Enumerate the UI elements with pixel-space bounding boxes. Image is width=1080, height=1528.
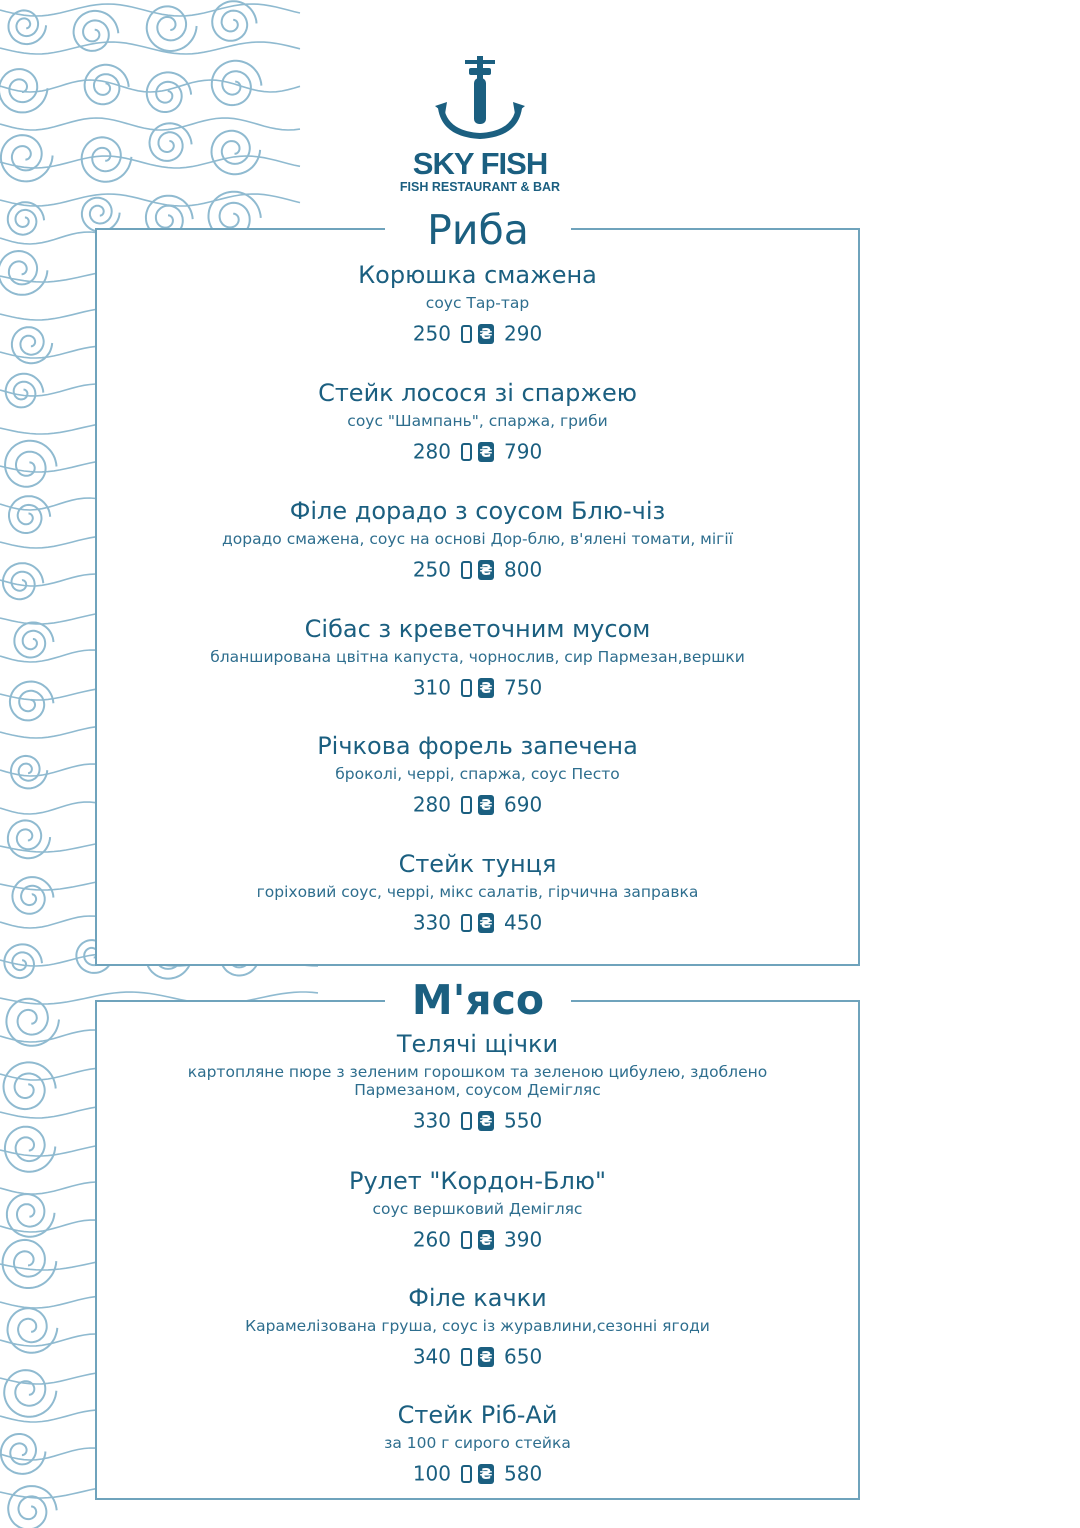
dish-weight: 100 xyxy=(412,1461,451,1486)
portion-icon xyxy=(461,1112,472,1130)
portion-icon xyxy=(461,443,472,461)
dish-name: Стейк лосося зі спаржею xyxy=(318,379,637,407)
portion-icon xyxy=(461,796,472,814)
dish-description: броколі, черрі, спаржа, соус Песто xyxy=(335,765,620,783)
menu-item xyxy=(95,1400,860,1487)
dish-price: 290 xyxy=(504,321,543,346)
dish-price: 580 xyxy=(504,1461,543,1486)
currency-icon: ₴ xyxy=(479,560,493,579)
weight-price-row xyxy=(95,1225,860,1253)
dish-description: соус Тар-тар xyxy=(425,294,530,312)
dish-name: Сібас з креветочним мусом xyxy=(304,615,651,643)
dish-weight: 340 xyxy=(412,1344,451,1369)
dish-weight: 250 xyxy=(412,557,451,582)
portion-icon xyxy=(461,1231,472,1249)
logo xyxy=(380,56,580,196)
anchor-icon xyxy=(435,56,525,140)
menu-item xyxy=(95,1283,860,1370)
weight-price-row xyxy=(95,437,860,465)
dish-weight: 310 xyxy=(412,675,451,700)
dish-weight: 280 xyxy=(412,792,451,817)
portion-icon xyxy=(461,914,472,932)
dish-name: Філе качки xyxy=(408,1284,547,1312)
dish-price: 650 xyxy=(504,1344,543,1369)
dish-description: соус "Шампань", спаржа, гриби xyxy=(347,412,608,430)
currency-icon: ₴ xyxy=(479,324,493,343)
dish-description: бланширована цвітна капуста, чорнослив, сир Пармезан,вершки xyxy=(210,648,745,666)
dish-description: за 100 г сирого стейка xyxy=(384,1434,571,1452)
dish-price: 800 xyxy=(504,557,543,582)
dish-description: горіховий соус, черрі, мікс салатів, гірчична заправка xyxy=(256,883,699,901)
menu-item xyxy=(95,1029,860,1134)
dish-price: 450 xyxy=(504,910,543,935)
dish-name: Стейк тунця xyxy=(398,850,557,878)
dish-weight: 330 xyxy=(412,1108,451,1133)
dish-price: 550 xyxy=(504,1108,543,1133)
currency-icon: ₴ xyxy=(479,1464,493,1483)
currency-icon: ₴ xyxy=(479,1111,493,1130)
dish-name: Телячі щічки xyxy=(396,1030,559,1058)
weight-price-row xyxy=(95,673,860,701)
currency-icon: ₴ xyxy=(479,913,493,932)
portion-icon xyxy=(461,561,472,579)
dish-weight: 260 xyxy=(412,1227,451,1252)
menu-item xyxy=(95,614,860,701)
portion-icon xyxy=(461,325,472,343)
currency-icon: ₴ xyxy=(479,795,493,814)
currency-icon: ₴ xyxy=(479,1347,493,1366)
dish-name: Стейк Ріб-Ай xyxy=(397,1401,558,1429)
dish-description: картопляне пюре з зеленим горошком та зеленою цибулею, здоблено Пармезаном, соусом Демігляс xyxy=(187,1063,768,1099)
section-title-meat: М'ясо xyxy=(385,972,571,1028)
portion-icon xyxy=(461,1465,472,1483)
dish-description: Карамелізована груша, соус із журавлини,сезонні ягоди xyxy=(245,1317,710,1335)
dish-name: Річкова форель запечена xyxy=(317,732,638,760)
dish-weight: 250 xyxy=(412,321,451,346)
weight-price-row xyxy=(95,555,860,583)
menu-item xyxy=(95,731,860,818)
dish-price: 690 xyxy=(504,792,543,817)
dish-name: Корюшка смажена xyxy=(358,261,597,289)
portion-icon xyxy=(461,1348,472,1366)
dish-description: дорадо смажена, соус на основі Дор-блю, в'ялені томати, мігії xyxy=(222,530,733,548)
brand-tagline: FISH RESTAURANT & BAR xyxy=(399,180,561,194)
weight-price-row xyxy=(95,1342,860,1370)
menu-item xyxy=(95,1166,860,1253)
dish-description: соус вершковий Демігляс xyxy=(372,1200,583,1218)
portion-icon xyxy=(461,679,472,697)
brand-name: SKY FISH xyxy=(412,146,548,181)
menu-item xyxy=(95,496,860,583)
dish-price: 790 xyxy=(504,439,543,464)
dish-name: Рулет "Кордон-Блю" xyxy=(348,1167,607,1195)
menu-item xyxy=(95,378,860,465)
menu-item xyxy=(95,849,860,936)
dish-price: 390 xyxy=(504,1227,543,1252)
weight-price-row xyxy=(95,908,860,936)
dish-price: 750 xyxy=(504,675,543,700)
weight-price-row xyxy=(95,790,860,818)
weight-price-row xyxy=(95,319,860,347)
weight-price-row xyxy=(95,1106,860,1134)
currency-icon: ₴ xyxy=(479,1230,493,1249)
dish-weight: 330 xyxy=(412,910,451,935)
section-title-fish: Риба xyxy=(385,202,571,258)
menu-item xyxy=(95,260,860,347)
weight-price-row xyxy=(95,1459,860,1487)
dish-name: Філе дорадо з соусом Блю-чіз xyxy=(289,497,666,525)
dish-weight: 280 xyxy=(412,439,451,464)
currency-icon: ₴ xyxy=(479,442,493,461)
currency-icon: ₴ xyxy=(479,678,493,697)
